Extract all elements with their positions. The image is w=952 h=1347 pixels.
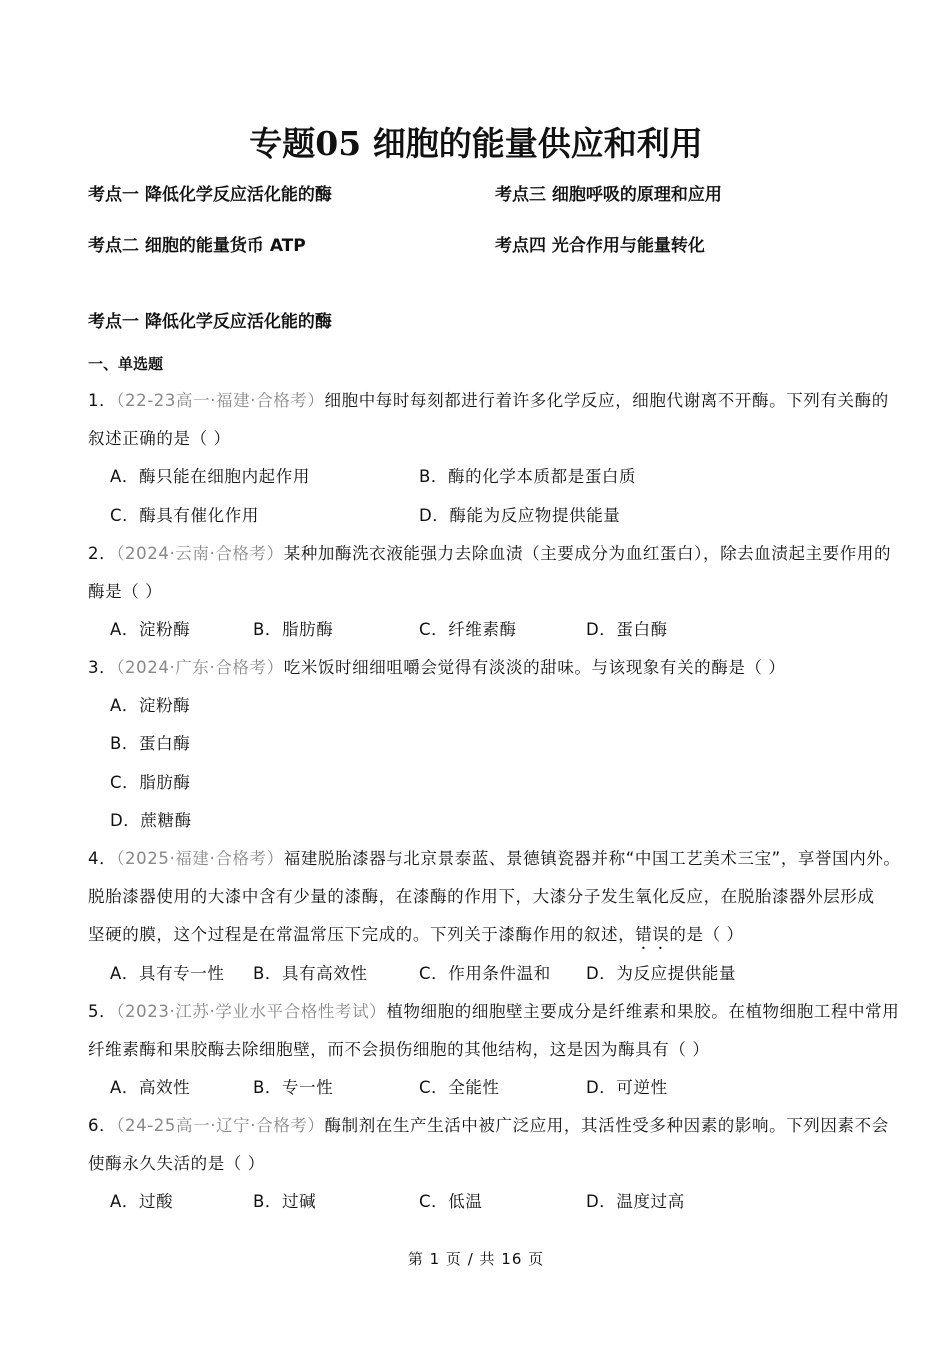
question-source: （2025·福建·合格考） <box>116 849 284 868</box>
stem-text: 某种加酶洗衣液能强力去除血渍（主要成分为血红蛋白），除去血渍起主要作用的 <box>283 544 892 563</box>
answer-option-c: C．作用条件温和 <box>419 963 551 983</box>
question-number: 4． <box>88 849 117 868</box>
answer-option-d: D．为反应提供能量 <box>586 963 737 983</box>
answer-option-a: A．淀粉酶 <box>110 696 191 716</box>
subsection-heading: 一、单选题 <box>88 355 164 373</box>
answer-option-b: B．专一性 <box>253 1078 334 1098</box>
toc-item-1: 考点一 降低化学反应活化能的酶 <box>88 185 332 205</box>
stem-text: 吃米饭时细细咀嚼会觉得有淡淡的甜味。与该现象有关的酶是（ ） <box>283 658 786 677</box>
page-footer: 第 1 页 / 共 16 页 <box>407 1250 545 1268</box>
question-stem-line <box>88 580 162 604</box>
answer-option-b: B．脂肪酶 <box>253 620 334 640</box>
question-source: （2023·江苏·学业水平合格性考试） <box>116 1002 387 1021</box>
answer-option-b: B．具有高效性 <box>253 963 368 983</box>
toc-item-2: 考点二 细胞的能量货币 ATP <box>88 236 306 256</box>
answer-option-a: A．具有专一性 <box>110 963 225 983</box>
question-stem-line <box>88 1038 709 1062</box>
stem-text: 脱胎漆器使用的大漆中含有少量的漆酶，在漆酶的作用下，大漆分子发生氧化反应，在脱胎漆器外层形成 <box>88 887 875 907</box>
question-number: 6． <box>88 1116 117 1135</box>
question-number: 3． <box>88 658 117 677</box>
question-stem-line <box>88 1152 265 1176</box>
stem-text: 叙述正确的是（ ） <box>88 429 231 449</box>
question-source: （2024·广东·合格考） <box>116 658 284 677</box>
stem-text: 酶制剂在生产生活中被广泛应用，其活性受多种因素的影响。下列因素不会 <box>324 1116 889 1135</box>
answer-option-d: D．蛋白酶 <box>586 620 668 640</box>
stem-text: 细胞中每时每刻都进行着许多化学反应，细胞代谢离不开酶。下列有关酶的 <box>324 391 889 410</box>
stem-text: 植物细胞的细胞壁主要成分是纤维素和果胶。在植物细胞工程中常用 <box>386 1002 900 1021</box>
question-stem-line <box>88 885 875 909</box>
question-stem-line <box>88 542 891 566</box>
toc-item-4: 考点四 光合作用与能量转化 <box>495 236 705 256</box>
question-number: 5． <box>88 1002 117 1021</box>
question-source: （2024·云南·合格考） <box>116 544 284 563</box>
question-stem-line <box>88 1000 899 1024</box>
answer-option-c: C．低温 <box>419 1192 483 1212</box>
answer-option-b: B．蛋白酶 <box>110 734 191 754</box>
question-stem-line <box>88 1114 889 1138</box>
answer-option-d: D．可逆性 <box>586 1078 668 1098</box>
emphasized-text: 错误 <box>635 925 670 945</box>
answer-option-d: D．蔗糖酶 <box>110 810 192 830</box>
stem-text: 福建脱胎漆器与北京景泰蓝、景德镇瓷器并称“中国工艺美术三宝”，享誉国内外。 <box>283 849 901 868</box>
answer-option-c: C．酶具有催化作用 <box>110 505 259 525</box>
question-stem-line <box>88 923 744 953</box>
answer-option-d: D．温度过高 <box>586 1192 685 1212</box>
stem-text: 的是（ ） <box>669 925 744 945</box>
question-stem-line <box>88 656 785 680</box>
answer-option-a: A．过酸 <box>110 1192 174 1212</box>
question-source: （22-23高一·福建·合格考） <box>116 391 325 410</box>
answer-option-c: C．纤维素酶 <box>419 620 517 640</box>
document-title: 专题05 细胞的能量供应和利用 <box>249 124 703 163</box>
answer-option-a: A．淀粉酶 <box>110 620 191 640</box>
question-number: 2． <box>88 544 117 563</box>
stem-text: 坚硬的膜，这个过程是在常温常压下完成的。下列关于漆酶作用的叙述， <box>88 925 636 945</box>
stem-text: 纤维素酶和果胶酶去除细胞壁，而不会损伤细胞的其他结构，这是因为酶具有（ ） <box>88 1040 710 1060</box>
answer-option-b: B．过碱 <box>253 1192 317 1212</box>
stem-text: 酶是（ ） <box>88 582 163 602</box>
question-number: 1． <box>88 391 117 410</box>
answer-option-a: A．酶只能在细胞内起作用 <box>110 467 310 487</box>
toc-item-3: 考点三 细胞呼吸的原理和应用 <box>495 185 722 205</box>
answer-option-b: B．酶的化学本质都是蛋白质 <box>419 467 637 487</box>
question-source: （24-25高一·辽宁·合格考） <box>116 1116 325 1135</box>
answer-option-c: C．全能性 <box>419 1078 500 1098</box>
answer-option-a: A．高效性 <box>110 1078 191 1098</box>
question-stem-line <box>88 847 901 871</box>
answer-option-d: D．酶能为反应物提供能量 <box>419 505 621 525</box>
answer-option-c: C．脂肪酶 <box>110 772 191 792</box>
stem-text: 使酶永久失活的是（ ） <box>88 1154 265 1174</box>
section-heading: 考点一 降低化学反应活化能的酶 <box>88 312 332 332</box>
question-stem-line <box>88 389 889 413</box>
question-stem-line <box>88 427 231 451</box>
